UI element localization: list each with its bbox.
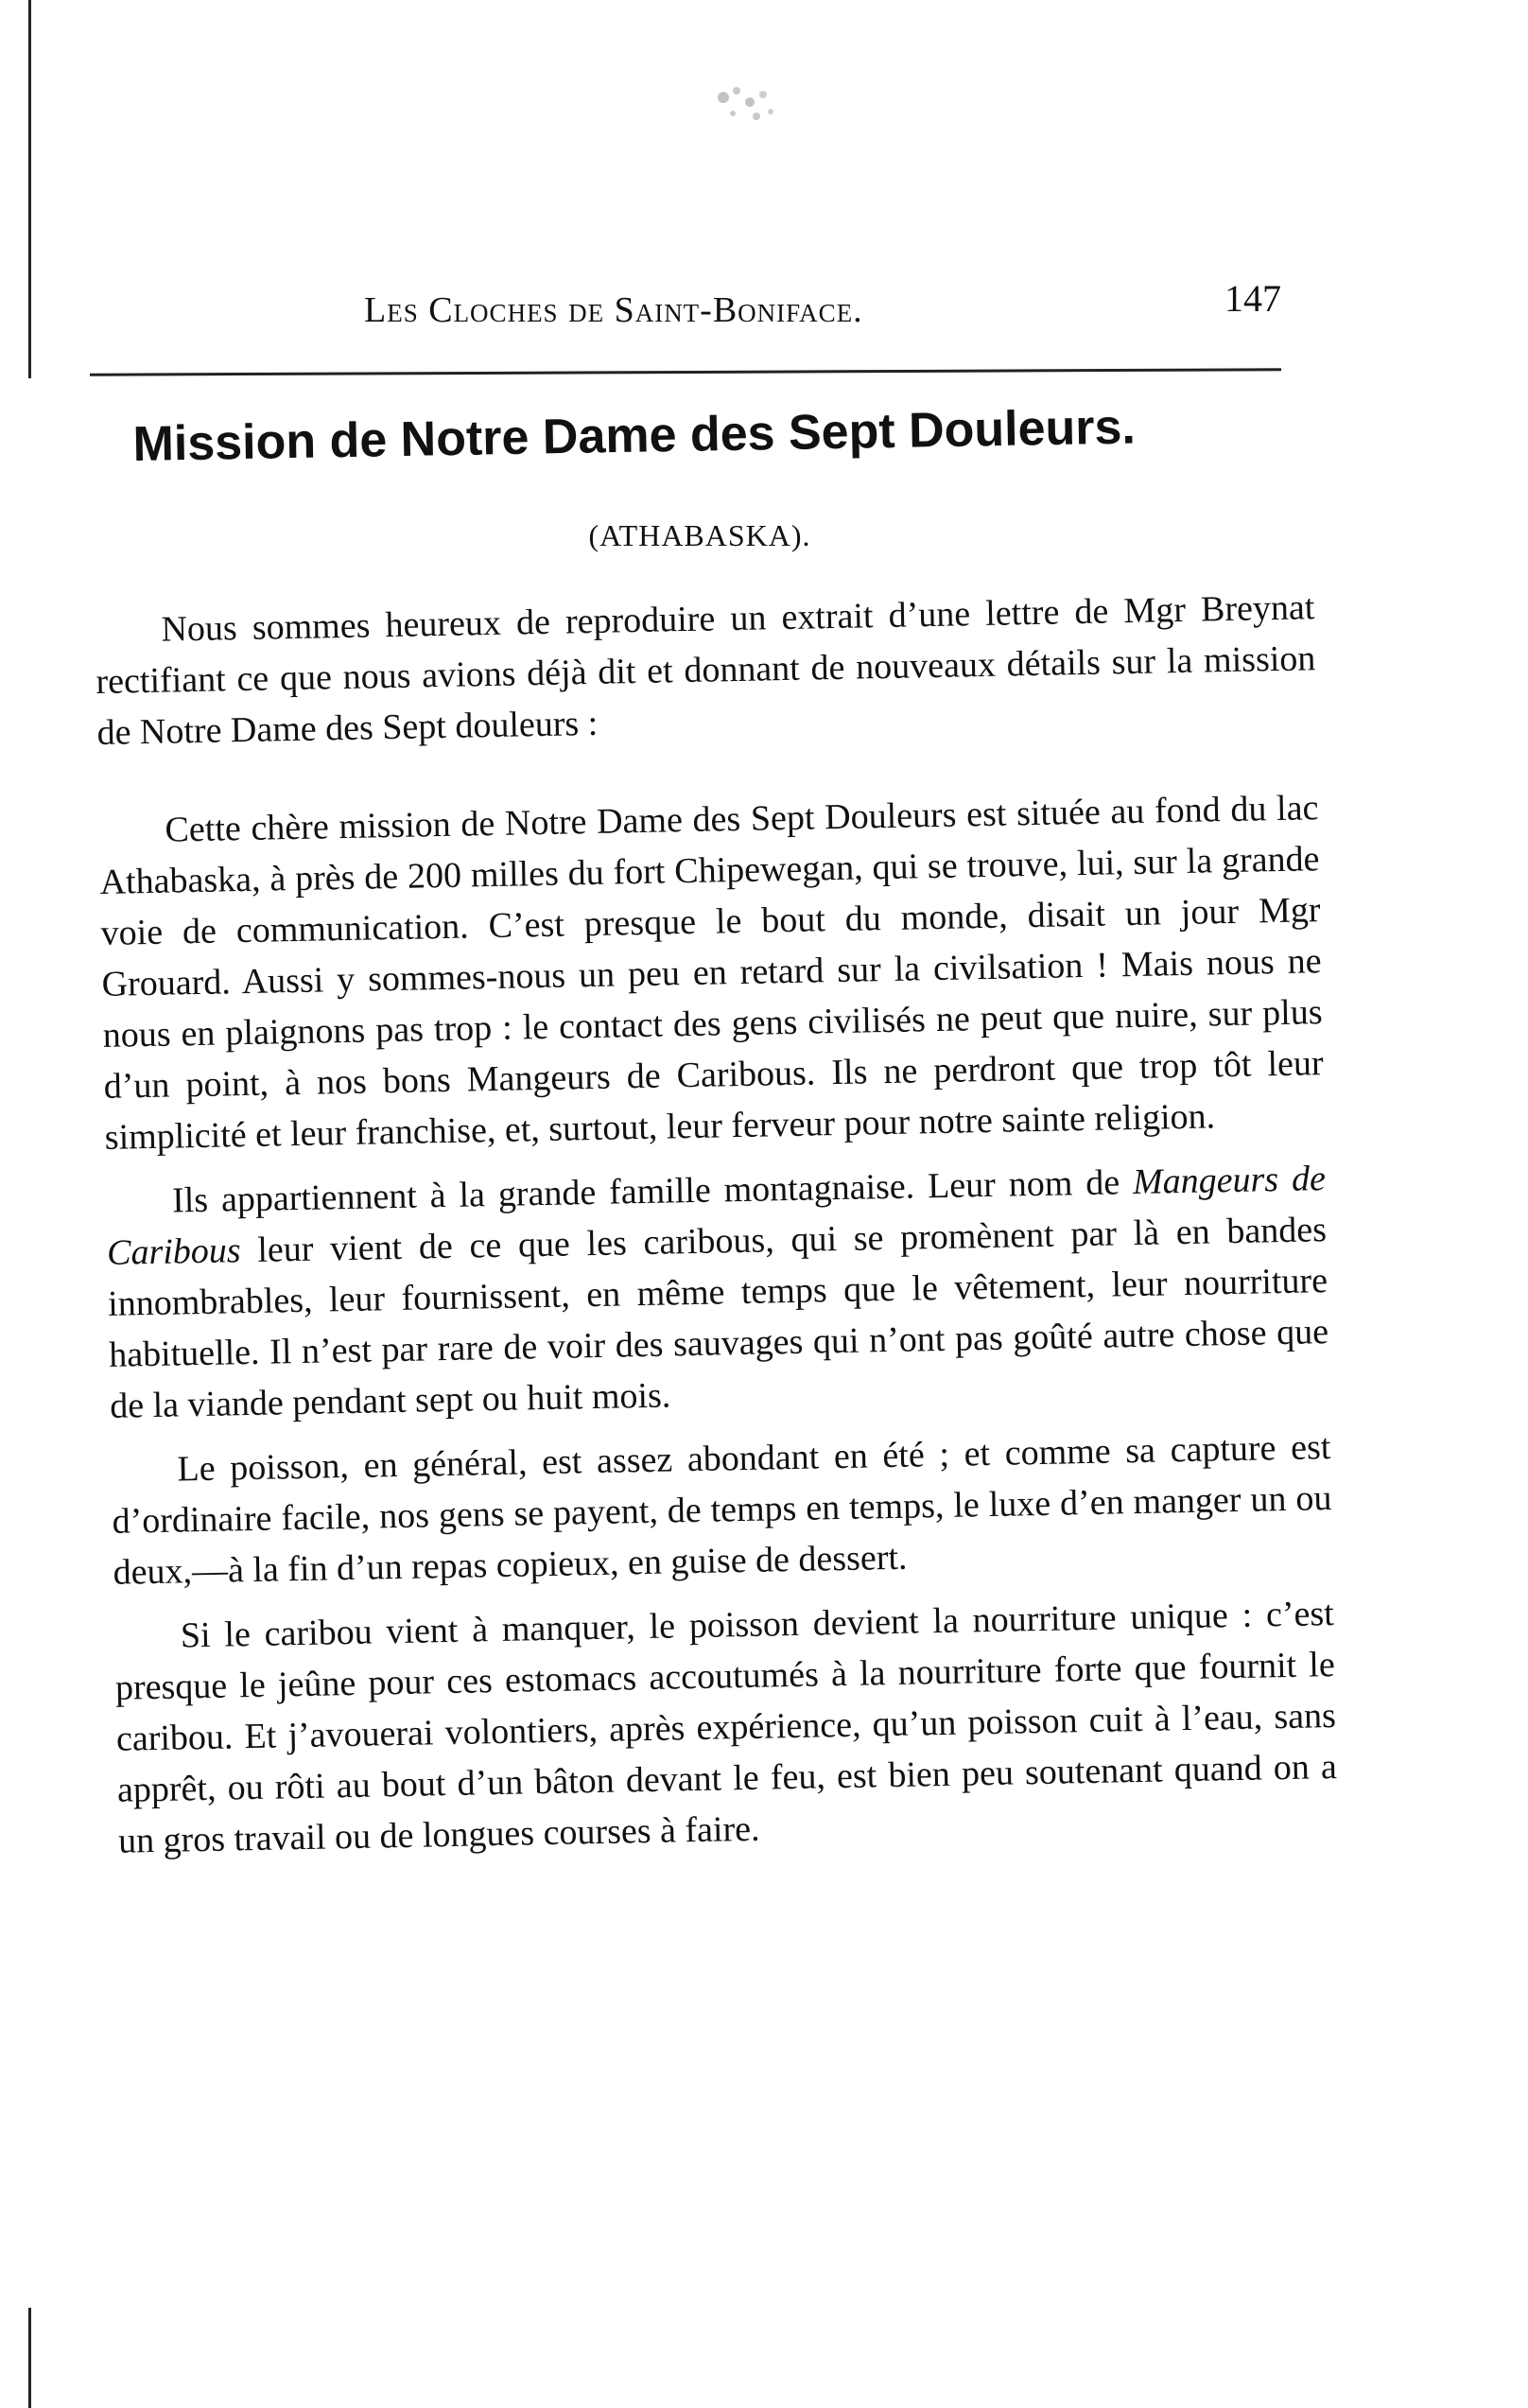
letter-paragraph-1: Cette chère mission de Notre Dame des Sept Douleurs est située au fond du lac Athabaska, à près de 200 milles du fort Chipewegan, qui se trouve, lui, sur la grande voie de communication. C’est presque le bout du monde, disait un jour Mgr Grouard. Aussi y sommes-nous un peu en retard sur la civilsation ! Mais nous ne nous en plaignons pas trop : le contact des gens civilisés ne peut que nuire, sur plus d’un point, à nos bons Mangeurs de Caribous. Ils ne perdront que trop tôt leur simplicité et leur franchise, et, surtout, leur ferveur pour notre sainte religion. — [99, 788, 1324, 1158]
binding-edge-line — [28, 0, 31, 378]
article-body — [95, 582, 1339, 1880]
intro-paragraph: Nous sommes heureux de reproduire un extrait d’une lettre de Mgr Breynat rectifiant ce que nous avions déjà dit et donnant de nouveaux détails sur la mission de Notre Dame des Sept douleurs : — [96, 587, 1316, 753]
ink-smudge — [704, 74, 790, 140]
binding-edge-line-lower — [28, 2308, 31, 2408]
paragraph-2-end: leur vient de ce que les caribous, qui se promènent par là en bandes innombrables, leur fournissent, en même temps que le vêtement, leur nourriture habituelle. Il n’est par rare de voir des sauvages qui n’ont pas goûté autre chose que de la viande pendant sept ou huit mois. — [107, 1210, 1329, 1426]
header-rule — [90, 368, 1281, 375]
italic-term-mangeurs: Mangeurs de Caribous — [106, 1159, 1327, 1273]
running-header — [90, 277, 1281, 340]
article-title: Mission de Notre Dame des Sept Douleurs. — [132, 399, 1137, 472]
running-title: Les Cloches de Saint-Boniface. — [364, 290, 863, 330]
page-number: 147 — [1224, 277, 1281, 320]
letter-paragraph-2 — [106, 1153, 1330, 1432]
paragraph-2-start: Ils appartiennent à la grande famille montagnaise. Leur nom de — [171, 1162, 1134, 1221]
letter-paragraph-3: Le poisson, en général, est assez abondant en été ; et comme sa capture est d’ordinaire facile, nos gens se payent, de temps en temps, le luxe d’en manger un ou deux,—à la fin d’un repas copieux, en guise de dessert. — [112, 1427, 1332, 1593]
letter-paragraph-4: Si le caribou vient à manquer, le poisson devient la nourriture unique : c’est presque le jeûne pour ces estomacs accoutumés à la nourriture forte que fournit le caribou. Et j’avouerai volontiers, après expérience, qu’un poisson cuit à l’eau, sans apprêt, ou rôti au bout d’un bâton devant le feu, est bien peu soutenant quand on a un gros travail ou de longues courses à faire. — [114, 1594, 1338, 1861]
article-subtitle: (ATHABASKA). — [588, 518, 811, 552]
